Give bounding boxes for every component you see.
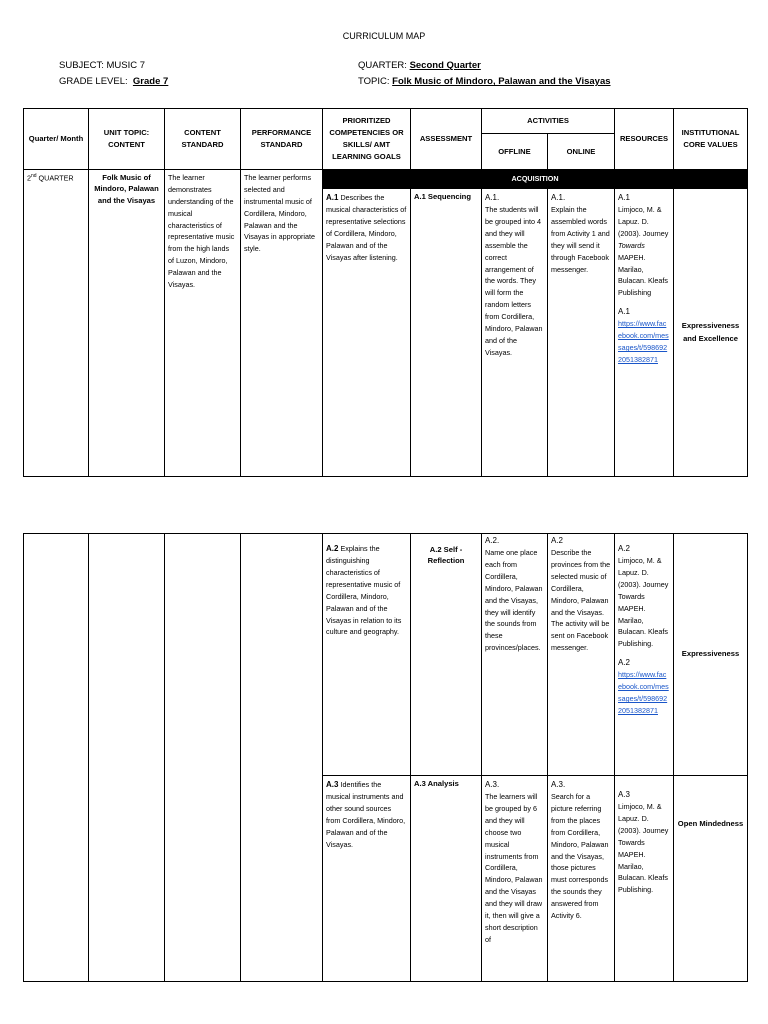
performance-standard-cell: The learner performs selected and instrumental music of Cordillera, Mindoro, Palawan and the Visayas in appropriate style.	[241, 170, 323, 477]
offline-a3: A.3. The learners will be grouped by 6 and they will choose two musical instruments from Cordillera, Mindoro, Palawan and the Visayas and they will draw it, then will give a short description of	[482, 776, 548, 982]
topic-label: TOPIC:	[358, 76, 390, 87]
acquisition-band: ACQUISITION	[323, 170, 748, 189]
offline-a1: A.1. The students will be grouped into 4 and they will assemble the correct arrangement of the words. They will form the random letters from Cordillera, Mindoro, Palawan and of the Visayas.	[482, 189, 548, 477]
col-header-offline: OFFLINE	[482, 134, 548, 170]
subject-value: MUSIC 7	[106, 60, 146, 71]
col-header-resources: RESOURCES	[615, 109, 674, 170]
resources-a3: A.3 Limjoco, M. & Lapuz. D. (2003). Journey Towards MAPEH. Marilao, Bulacan. Kleafs Publishing.	[615, 776, 674, 982]
col-header-activities: ACTIVITIES	[482, 109, 615, 134]
online-a3: A.3. Search for a picture referring from the places from Cordillera, Mindoro, Palawan and the Visayas, those pictures must corresponds the sounds they answered from Activity 6.	[548, 776, 615, 982]
col-header-assessment: ASSESSMENT	[411, 109, 482, 170]
competency-a2: A.2 Explains the distinguishing characteristics of representative music of Cordillera, Mindoro, Palawan and of the Visayas in relation to its culture and geography.	[323, 534, 411, 776]
curriculum-table-1	[23, 108, 748, 477]
curriculum-table-2	[23, 533, 748, 982]
quarter-cell: 2nd QUARTER	[24, 170, 89, 477]
col-header-content-standard: CONTENT STANDARD	[165, 109, 241, 170]
grade-label: GRADE LEVEL:	[59, 76, 128, 87]
core-value-a2: Expressiveness	[674, 534, 748, 776]
performance-standard-cell-2	[241, 534, 323, 982]
online-a2: A.2 Describe the provinces from the selected music of Cordillera, Mindoro, Palawan and the Visayas. The activity will be sent on Facebook messenger.	[548, 534, 615, 776]
col-header-unit-topic: UNIT TOPIC: CONTENT	[89, 109, 165, 170]
grade-line	[59, 76, 168, 87]
offline-a2: A.2. Name one place each from Cordillera, Mindoro, Palawan and the Visayas, they will identify the sounds from these provinces/places.	[482, 534, 548, 776]
subject-line	[59, 60, 145, 71]
topic-value: Folk Music of Mindoro, Palawan and the Visayas	[392, 76, 611, 87]
topic-line	[358, 76, 611, 87]
unit-topic-cell-2	[89, 534, 165, 982]
quarter-value: Second Quarter	[409, 60, 481, 71]
assessment-a1: A.1 Sequencing	[411, 189, 482, 477]
resources-a2: A.2 Limjoco, M. & Lapuz. D. (2003). Journey Towards MAPEH. Marilao, Bulacan. Kleafs Publishing. A.2 https://www.facebook.com/messages/t/5986922051382871	[615, 534, 674, 776]
facebook-link-a1[interactable]: https://www.facebook.com/messages/t/5986922051382871	[618, 319, 669, 364]
assessment-a2: A.2 Self - Reflection	[411, 534, 482, 776]
col-header-quarter: Quarter/ Month	[24, 109, 89, 170]
quarter-label: QUARTER:	[358, 60, 407, 71]
col-header-online: ONLINE	[548, 134, 615, 170]
unit-topic-cell: Folk Music of Mindoro, Palawan and the Visayas	[89, 170, 165, 477]
online-a1: A.1. Explain the assembled words from Activity 1 and they will send it through Facebook messenger.	[548, 189, 615, 477]
col-header-core-values: INSTITUTIONAL CORE VALUES	[674, 109, 748, 170]
competency-a3: A.3 Identifies the musical instruments and other sound sources from Cordillera, Mindoro, Palawan and of the Visayas.	[323, 776, 411, 982]
core-value-a1: Expressiveness and Excellence	[674, 189, 748, 477]
content-standard-cell-2	[165, 534, 241, 982]
core-value-a3: Open Mindedness	[674, 776, 748, 982]
subject-label: SUBJECT:	[59, 60, 104, 71]
page-title: CURRICULUM MAP	[342, 31, 426, 41]
competency-a1: A.1 Describes the musical characteristics of representative selections of Cordillera, Mindoro, Palawan and of the Visayas after listening.	[323, 189, 411, 477]
quarter-cell-2	[24, 534, 89, 982]
quarter-line	[358, 60, 481, 71]
facebook-link-a2[interactable]: https://www.facebook.com/messages/t/5986922051382871	[618, 670, 669, 715]
col-header-competencies: PRIORITIZED COMPETENCIES OR SKILLS/ AMT LEARNING GOALS	[323, 109, 411, 170]
col-header-performance-standard: PERFORMANCE STANDARD	[241, 109, 323, 170]
resources-a1: A.1 Limjoco, M. & Lapuz. D. (2003). Journey Towards MAPEH. Marilao, Bulacan. Kleafs Publishing A.1 https://www.facebook.com/messages/t/5986922051382871	[615, 189, 674, 477]
assessment-a3: A.3 Analysis	[411, 776, 482, 982]
grade-value: Grade 7	[132, 76, 169, 87]
content-standard-cell: The learner demonstrates understanding of the musical characteristics of representative music from the high lands of Luzon, Mindoro, Palawan and the Visayas.	[165, 170, 241, 477]
